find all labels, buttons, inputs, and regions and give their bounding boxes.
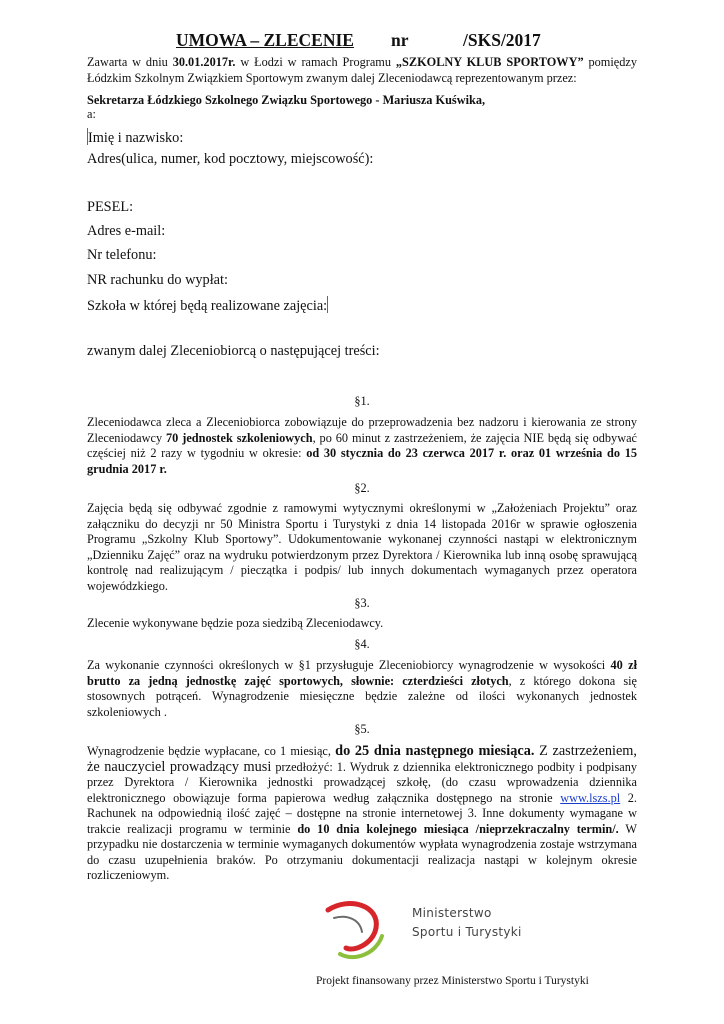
section-text: , po 60 minut z zastrzeżeniem, że zajęcia NIE będą się odbywać częściej niż 2 razy w tygodniu w okresie: xyxy=(87,430,637,460)
field-pesel[interactable]: PESEL: xyxy=(87,199,134,215)
text-cursor xyxy=(327,296,328,313)
section-text: Za wykonanie czynności określonych w §1 przysługuje Zleceniobiorcy wynagrodzenie w wysokości xyxy=(87,658,611,672)
section-text: Zleceniodawca zleca a Zleceniobiorca zobowiązuje do przeprowadzenia bez nadzoru i kierowania ze strony Zleceniodawcy xyxy=(87,415,637,445)
section-3-heading: §3. xyxy=(354,596,370,610)
intro-text: Zawarta w dniu xyxy=(87,55,173,69)
field-name[interactable] xyxy=(87,128,183,147)
section-text: Z zastrzeżeniem, że nauczyciel prowadzący musi xyxy=(87,743,637,775)
contract-title: UMOWA – ZLECENIE xyxy=(176,30,354,50)
contract-date: 30.01.2017r. xyxy=(172,55,236,69)
section-bold: od 30 stycznia do 23 czerwca 2017 r. oraz 01 września do 15 grudnia 2017 r. xyxy=(87,446,637,476)
section-text: przedłożyć: 1. Wydruk z dziennika elektronicznego podbity i podpisany przez Dyrektora / Kierownika jednostki prowadzącej szkołę, (do czasu wprowadzenia dziennika elektronicznego obowiązuje forma papierowa według załącznika dostępnego na stronie xyxy=(87,759,637,805)
section-text: W przypadku nie dostarczenia w terminie wymaganych dokumentów wypłata wynagrodzenia zostaje wstrzymana do czasu uzupełnienia braków. Po otrzymaniu dokumentacji realizacja nastąpi w kolejnym okresie rozliczeniowym. xyxy=(87,821,637,882)
section-1-heading: §1. xyxy=(354,394,370,408)
section-text: 2. Rachunek na odpowiednią ilość zajęć – dostępne na stronie internetowej 3. Inne dokumenty wymagane w trakcie realizacji programu w terminie xyxy=(87,790,638,836)
section-2-heading: §2. xyxy=(354,481,370,495)
representative-name: Sekretarza Łódzkiego Szkolnego Związku Sportowego - Mariusza Kuświka, xyxy=(87,93,486,107)
program-name: „SZKOLNY KLUB SPORTOWY” xyxy=(395,55,584,69)
field-name-label: Imię i nazwisko: xyxy=(88,130,184,146)
logo-text-line1: Ministerstwo xyxy=(412,906,492,920)
field-address[interactable]: Adres(ulica, numer, kod pocztowy, miejscowość): xyxy=(87,151,374,167)
field-email[interactable]: Adres e-mail: xyxy=(87,223,166,239)
intro-text: w Łodzi w ramach Programu xyxy=(235,55,396,69)
lszs-link[interactable]: www.lszs.pl xyxy=(560,790,621,805)
contract-number-suffix: /SKS/2017 xyxy=(463,30,541,50)
section-5-text xyxy=(87,744,637,884)
section-bold: 70 jednostek szkoleniowych xyxy=(166,430,313,445)
called-contractor: zwanym dalej Zleceniobiorcą o następującej treści: xyxy=(87,343,380,359)
section-5-heading: §5. xyxy=(354,722,370,736)
field-phone[interactable]: Nr telefonu: xyxy=(87,247,157,263)
section-text: , z którego dokona się stosownych potrąceń. Wynagrodzenie miesięczne będzie zależne od ilości wykonanych jednostek szkoleniowych . xyxy=(87,673,637,719)
section-1-text xyxy=(87,415,637,477)
logo-gray-swoosh xyxy=(334,917,362,932)
section-4-heading: §4. xyxy=(354,637,370,651)
section-4-text xyxy=(87,658,637,720)
number-label: nr xyxy=(391,30,409,50)
section-bold: do 10 dnia kolejnego miesiąca /nieprzekraczalny termin/. xyxy=(297,821,619,836)
section-bold: 40 zł brutto za jedną jednostkę zajęć sportowych, słownie: czterdzieści złotych xyxy=(87,658,637,688)
and-label: a: xyxy=(87,107,96,121)
field-account[interactable]: NR rachunku do wypłat: xyxy=(87,272,228,288)
section-2-text: Zajęcia będą się odbywać zgodnie z ramowymi wytycznymi określonymi w „Założeniach Projektu” oraz załączniku do decyzji nr 50 Ministra Sportu i Turystyki z dnia 14 listopada 2016r w sprawie ogłoszenia Programu „Szkolny Klub Sportowy”. Udokumentowanie wykonanej czynności nastąpi w elektronicznym „Dzienniku Zajęć” oraz na wydruku potwierdzonym przez Dyrektora / Kierownika lub inną osobę sprawującą kontrolę nad realizującym / pieczątka i podpis/ lub innych dokumentach wymaganych przez operatora wojewódzkiego. xyxy=(87,501,637,593)
field-school-label: Szkoła w której będą realizowane zajęcia: xyxy=(87,298,328,314)
logo-red-swoosh xyxy=(328,904,376,949)
field-school[interactable] xyxy=(87,296,328,315)
footer-funding-note: Projekt finansowany przez Ministerstwo Sportu i Turystyki xyxy=(316,975,589,987)
intro-paragraph xyxy=(87,55,637,86)
intro-text: pomiędzy Łódzkim Szkolnym Związkiem Sportowym zwanym dalej Zleceniodawcą reprezentowanym przez: xyxy=(87,55,637,85)
section-3-text: Zlecenie wykonywane będzie poza siedzibą Zleceniodawcy. xyxy=(87,616,384,630)
logo-text-line2: Sportu i Turystyki xyxy=(412,925,522,939)
section-text: Wynagrodzenie będzie wypłacane, co 1 miesiąc, xyxy=(87,744,336,758)
section-bold: do 25 dnia następnego miesiąca. xyxy=(335,743,535,759)
ministry-logo-icon xyxy=(310,888,410,968)
